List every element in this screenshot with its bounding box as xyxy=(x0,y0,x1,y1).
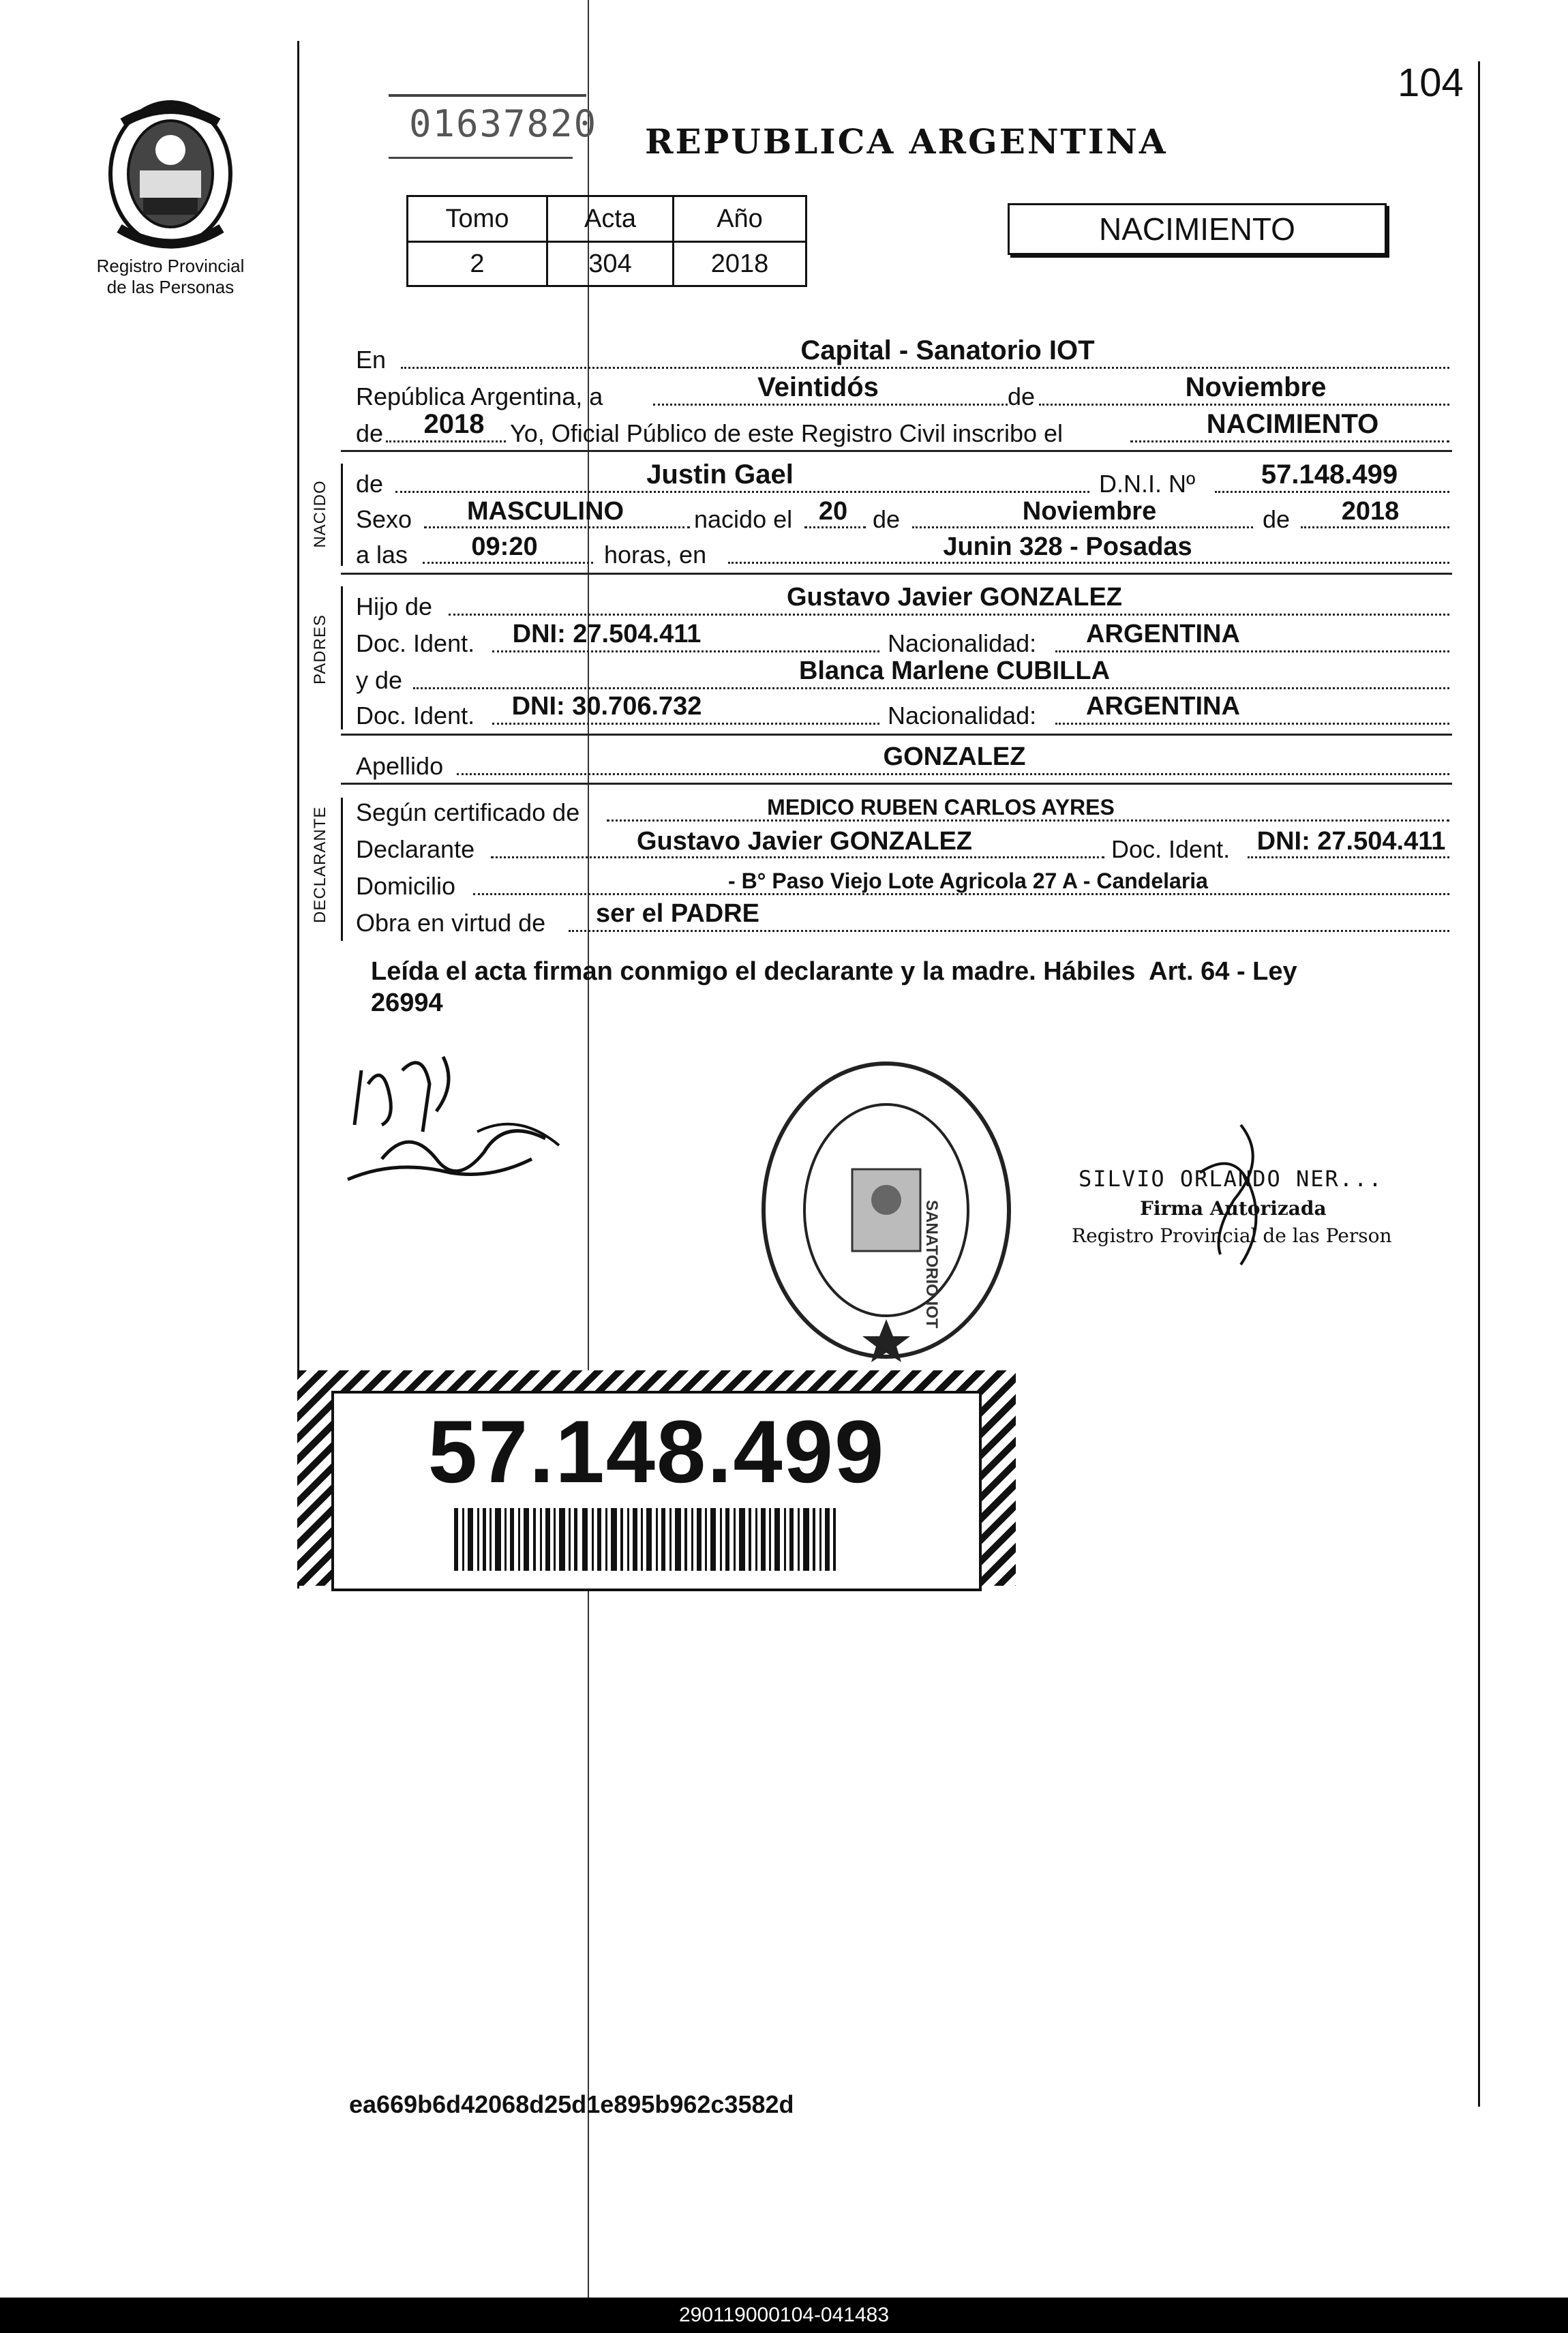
padres-bracket xyxy=(341,586,343,729)
page-number: 104 xyxy=(1398,61,1464,105)
birth-month: Noviembre xyxy=(1022,497,1157,526)
serial-underline xyxy=(389,94,586,97)
stamp-inner-text: SANATORIO IOT xyxy=(922,1200,941,1329)
event-dots xyxy=(1130,440,1449,442)
official-registry: Registro Provincial de las Person xyxy=(1072,1224,1392,1247)
id-number: 57.148.499 xyxy=(427,1402,886,1501)
father-name: Gustavo Javier GONZALEZ xyxy=(786,583,1123,612)
birth-place-dots xyxy=(728,562,1449,564)
nacido-separator xyxy=(341,573,1452,575)
de-label-3: de xyxy=(1263,505,1291,533)
left-margin-line xyxy=(297,41,299,1589)
logo-caption-line2: de las Personas xyxy=(106,277,235,297)
declarante-name: Gustavo Javier GONZALEZ xyxy=(636,827,973,856)
logo-caption-line1: Registro Provincial xyxy=(96,256,245,276)
sexo-dots xyxy=(424,526,690,528)
father-dots xyxy=(449,614,1449,616)
a-las-label: a las xyxy=(356,541,408,569)
nacido-el-label: nacido el xyxy=(694,505,793,533)
mother-dots xyxy=(413,687,1449,689)
y-de-label: y de xyxy=(356,666,403,694)
official-name: SILVIO ORLANDO NER... xyxy=(1079,1166,1383,1192)
declarante-label: Declarante xyxy=(356,835,475,863)
birth-place: Junin 328 - Posadas xyxy=(943,532,1192,561)
birth-day: 20 xyxy=(818,497,848,526)
mother-doc: DNI: 30.706.732 xyxy=(511,692,702,721)
dni-dots xyxy=(1215,491,1449,493)
nacido-side-label: NACIDO xyxy=(311,480,329,548)
mother-doc-dots xyxy=(492,723,879,725)
handwritten-signature-icon xyxy=(341,1043,566,1200)
registry-stamp xyxy=(757,1057,1016,1364)
en-dots xyxy=(401,367,1449,369)
obra-label: Obra en virtud de xyxy=(356,909,546,937)
center-fold-line xyxy=(588,0,589,2298)
month-value: Noviembre xyxy=(1185,372,1327,402)
official-text: Yo, Oficial Público de este Registro Civil inscribo el xyxy=(510,419,1064,447)
closing-text-line2: 26994 xyxy=(371,989,443,1017)
place-value: Capital - Sanatorio IOT xyxy=(800,335,1095,365)
padres-separator xyxy=(341,734,1452,736)
father-nationality-label: Nacionalidad: xyxy=(888,629,1037,657)
child-name: Justin Gael xyxy=(646,460,794,490)
certificado-value: MEDICO RUBEN CARLOS AYRES xyxy=(767,795,1115,819)
closing-text-line1: Leída el acta firman conmigo el declarante y la madre. Hábiles Art. 64 - Ley xyxy=(371,957,1297,986)
domicilio-value: - B° Paso Viejo Lote Agricola 27 A - Candelaria xyxy=(728,869,1208,893)
province-seal-icon xyxy=(102,95,239,252)
declarante-dots xyxy=(491,856,1104,858)
republica-label: República Argentina, a xyxy=(356,382,603,410)
de-label: de xyxy=(1008,382,1036,410)
hijo-de-label: Hijo de xyxy=(356,592,433,620)
footer-bar xyxy=(0,2298,1568,2333)
apellido-dots xyxy=(457,773,1449,775)
apellido-value: GONZALEZ xyxy=(883,742,1026,771)
child-dni: 57.148.499 xyxy=(1261,460,1398,490)
footer-code: 290119000104-041483 xyxy=(678,2304,890,2326)
mother-name: Blanca Marlene CUBILLA xyxy=(798,657,1111,685)
month-dots xyxy=(1039,404,1449,406)
father-nationality: ARGENTINA xyxy=(1086,620,1240,648)
mother-doc-label: Doc. Ident. xyxy=(356,702,475,729)
barcode xyxy=(454,1508,836,1571)
birth-year-dots xyxy=(1301,526,1449,528)
serial-number: 01637820 xyxy=(409,102,598,145)
republica-dots xyxy=(653,404,1008,406)
declarante-doc-label: Doc. Ident. xyxy=(1111,835,1231,863)
registry-table xyxy=(406,195,807,287)
day-words-value: Veintidós xyxy=(757,372,879,402)
official-signature-icon xyxy=(1159,1118,1295,1268)
declarante-doc: DNI: 27.504.411 xyxy=(1256,827,1446,856)
birth-time: 09:20 xyxy=(471,532,538,561)
table-cell-acta: 304 xyxy=(547,242,674,286)
sexo-label: Sexo xyxy=(356,505,412,533)
horas-label: horas, en xyxy=(604,541,707,569)
right-margin-line xyxy=(1478,61,1480,2107)
domicilio-label: Domicilio xyxy=(356,872,456,900)
time-dots xyxy=(423,562,593,564)
declarante-doc-dots xyxy=(1248,856,1449,858)
name-dots xyxy=(395,491,1089,493)
de-year-label: de xyxy=(356,419,384,447)
province-logo xyxy=(102,95,239,252)
table-header-tomo: Tomo xyxy=(408,196,547,242)
father-doc-dots xyxy=(492,650,879,652)
official-signature xyxy=(1159,1118,1295,1268)
nacido-bracket xyxy=(341,464,343,566)
mother-nationality: ARGENTINA xyxy=(1086,692,1240,721)
en-label: En xyxy=(356,346,387,374)
birth-month-dots xyxy=(912,526,1253,528)
year-value: 2018 xyxy=(423,409,485,439)
table-header-ano: Año xyxy=(674,196,806,242)
table-cell-tomo: 2 xyxy=(408,242,547,286)
document-hash: ea669b6d42068d25d1e895b962c3582d xyxy=(349,2090,794,2118)
sexo-value: MASCULINO xyxy=(466,497,624,526)
event-value: NACIMIENTO xyxy=(1206,409,1379,439)
dni-label: D.N.I. Nº xyxy=(1099,470,1196,498)
padres-side-label: PADRES xyxy=(311,614,329,684)
id-label-card xyxy=(331,1391,982,1591)
official-seal-icon xyxy=(757,1057,1016,1364)
official-role: Firma Autorizada xyxy=(1140,1197,1327,1220)
mother-nationality-dots xyxy=(1055,723,1449,725)
intro-separator xyxy=(341,450,1452,452)
page-title: REPUBLICA ARGENTINA xyxy=(645,121,1168,162)
declarant-signature xyxy=(341,1043,566,1200)
father-doc-label: Doc. Ident. xyxy=(356,629,475,657)
de-label-2: de xyxy=(873,505,901,533)
mother-nationality-label: Nacionalidad: xyxy=(888,702,1037,729)
year-dots xyxy=(386,440,506,442)
obra-dots xyxy=(569,930,1449,932)
act-type-box: NACIMIENTO xyxy=(1008,203,1387,255)
obra-value: ser el PADRE xyxy=(595,899,760,928)
apellido-separator xyxy=(341,783,1452,785)
father-nationality-dots xyxy=(1055,650,1449,652)
table-header-acta: Acta xyxy=(547,196,674,242)
serial-underline-2 xyxy=(389,157,573,159)
birth-year: 2018 xyxy=(1341,497,1400,526)
nacido-de-label: de xyxy=(356,470,384,498)
declarante-side-label: DECLARANTE xyxy=(311,806,329,923)
certificado-label: Según certificado de xyxy=(356,798,580,826)
apellido-label: Apellido xyxy=(356,752,444,780)
table-cell-ano: 2018 xyxy=(674,242,806,286)
day-dots xyxy=(804,526,866,528)
declarante-bracket xyxy=(341,798,343,941)
father-doc: DNI: 27.504.411 xyxy=(512,620,702,648)
